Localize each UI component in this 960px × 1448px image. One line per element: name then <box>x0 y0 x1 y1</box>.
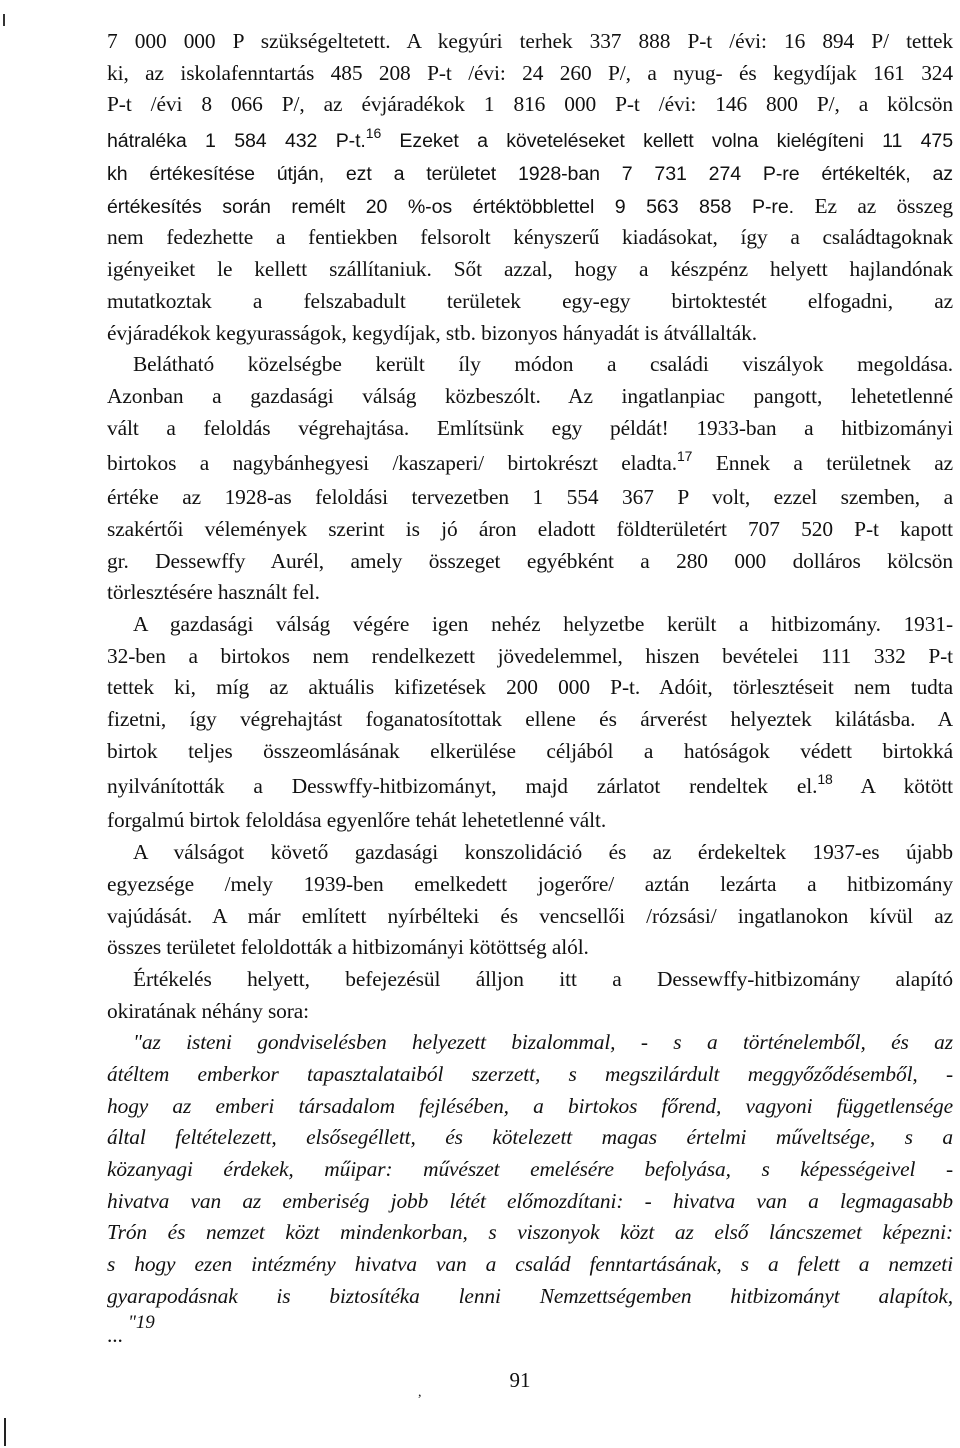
footnote-ref-19: "19 <box>128 1312 155 1334</box>
quote-line: s hogy ezen intézmény hivatva van a család fenntartásának, s a felett a nemzeti <box>107 1252 953 1277</box>
text-line: törlesztésére használt fel. <box>107 580 320 605</box>
text-line: 7 000 000 P szükségeltetett. A kegyúri terhek 337 888 P-t /évi: 16 894 P/ tettek <box>107 29 953 53</box>
text-line: gr. Dessewffy Aurél, amely összeget egyébként a 280 000 dolláros kölcsön <box>107 548 953 573</box>
text-line <box>107 444 953 482</box>
page-number: 91 <box>509 1368 531 1392</box>
text-line: mutatkoztak a felszabadult területek egy-egy birtoktestét elfogadni, az <box>107 288 953 313</box>
text-fragment: Ez az összeg <box>814 193 953 218</box>
text-line: Azonban a gazdasági válság közbeszólt. Az ingatlanpiac pangott, lehetetlenné <box>107 383 953 408</box>
text-line: vált a feloldás végrehajtása. Említsünk egy példát! 1933-ban a hitbizományi <box>107 415 953 440</box>
footnote-ref-17: 17 <box>676 448 693 465</box>
text-fragment: A kötött <box>860 774 953 799</box>
text-line: forgalmú birtok feloldása egyenlőre tehát lehetetlenné vált. <box>107 808 607 833</box>
text-line: egyezsége /mely 1939-ben emelkedett jogerőre/ aztán lezárta a hitbizomány <box>107 871 953 896</box>
quote-line: gyarapodásnak is biztosítéka lenni Nemzettségemben hitbizományt alapítok, <box>107 1283 953 1308</box>
text-line: fizetni, így végrehajtást foganatosítottak ellene és árverést helyeztek kilátásba. A <box>107 707 953 732</box>
text-line: évjáradékok kegyurasságok, kegydíjak, stb. bizonyos hányadát is átvállalták. <box>107 320 757 345</box>
quote-line: közanyagi érdekek, műipar: művészet emelésére befolyása, s képességeivel - <box>107 1157 953 1181</box>
quote-line: hogy az emberi társadalom fejlésében, a birtokos főrend, vagyoni függetlensége <box>107 1093 953 1118</box>
text-line: tettek ki, míg az aktuális kifizetések 200 000 P-t. Adóit, törlesztéseit nem tudta <box>107 675 953 700</box>
text-line: szakértői vélemények szerint is jó áron eladott földterületért 707 520 P-t kapott <box>107 516 953 541</box>
quote-line: Trón és nemzet közt mindenkorban, s viszonyok közt az első láncszemet képezni: <box>107 1220 953 1245</box>
page-body <box>107 26 954 1348</box>
text-line: Belátható közelségbe került íly módon a családi viszályok megoldása. <box>133 352 953 377</box>
footnote-ref-18: 18 <box>817 771 833 788</box>
footnote-ref-16: 16 <box>365 125 382 142</box>
quote-line: hivatva van az emberiség jobb létét előmozdítani: - hivatva van a legmagasabb <box>107 1188 953 1213</box>
text-line: értéke az 1928-as feloldási tervezetben 1 554 367 P volt, ezzel szemben, a <box>107 485 953 510</box>
text-fragment: hátraléka 1 584 432 P-t. <box>107 130 366 153</box>
text-line <box>107 191 953 223</box>
text-line: birtok teljes összeomlásának elkerülése céljából a hatóságok védett birtokká <box>107 738 953 763</box>
text-line: kh értékesítése útján, ezt a területet 1928-ban 7 731 274 P-re értékelték, az <box>107 163 953 186</box>
ellipsis: ... <box>107 1323 123 1348</box>
quote-line <box>107 1312 953 1348</box>
scan-mark <box>3 14 5 26</box>
scan-speck: , <box>418 1385 422 1400</box>
text-line: A gazdasági válság végére igen nehéz helyzetbe került a hitbizomány. 1931- <box>133 612 953 636</box>
text-fragment: nyilvánították a Desswffy-hitbizományt, majd zárlatot rendeltek el. <box>107 774 818 799</box>
text-line: vajúdását. A már említett nyírbélteki és vencsellői /rózsási/ ingatlanokon kívül az <box>107 903 953 928</box>
quote-line: átéltem emberkor tapasztalataiból szerzett, s megszilárdult meggyőződésemből, - <box>107 1061 953 1086</box>
text-line <box>107 121 953 159</box>
text-fragment: értékesítés során remélt 20 %-os értéktöbblettel 9 563 858 P-re. <box>107 195 794 218</box>
text-line: A válságot követő gazdasági konszolidáció és az érdekeltek 1937-es újabb <box>133 840 953 865</box>
founding-charter-quote <box>107 1027 953 1348</box>
text-line: összes területet feloldották a hitbizományi kötöttség alól. <box>107 935 589 960</box>
text-line: igényeiket le kellett szállítaniuk. Sőt azzal, hogy a készpénz helyett hajlandónak <box>107 257 953 282</box>
text-line: okiratának néhány sora: <box>107 998 310 1023</box>
text-line <box>107 767 953 805</box>
scan-mark <box>4 1418 6 1446</box>
text-line: P-t /évi 8 066 P/, az évjáradékok 1 816 000 P-t /évi: 146 800 P/, a kölcsön <box>107 92 953 117</box>
text-fragment: Ezeket a követeléseket kellett volna kielégíteni 11 475 <box>399 130 953 153</box>
text-line: ki, az iskolafenntartás 485 208 P-t /évi: 24 260 P/, a nyug- és kegydíjak 161 324 <box>107 60 953 85</box>
text-line: nem fedezhette a fentiekben felsorolt kényszerű kiadásokat, így a családtagoknak <box>107 225 953 250</box>
text-fragment: Ennek a területnek az <box>715 451 954 476</box>
quote-line: által feltételezett, elsősegéllett, és kötelezett magas értelmi műveltsége, s a <box>107 1125 953 1150</box>
text-line: 32-ben a birtokos nem rendelkezett jövedelemmel, hiszen bevételei 111 332 P-t <box>107 643 953 668</box>
quote-line: "az isteni gondviselésben helyezett bizalommal, - s a történelemből, és az <box>133 1030 953 1055</box>
text-fragment: birtokos a nagybánhegyesi /kaszaperi/ birtokrészt eladta. <box>107 451 677 476</box>
text-line: Értékelés helyett, befejezésül álljon itt a Dessewffy-hitbizomány alapító <box>133 966 953 991</box>
